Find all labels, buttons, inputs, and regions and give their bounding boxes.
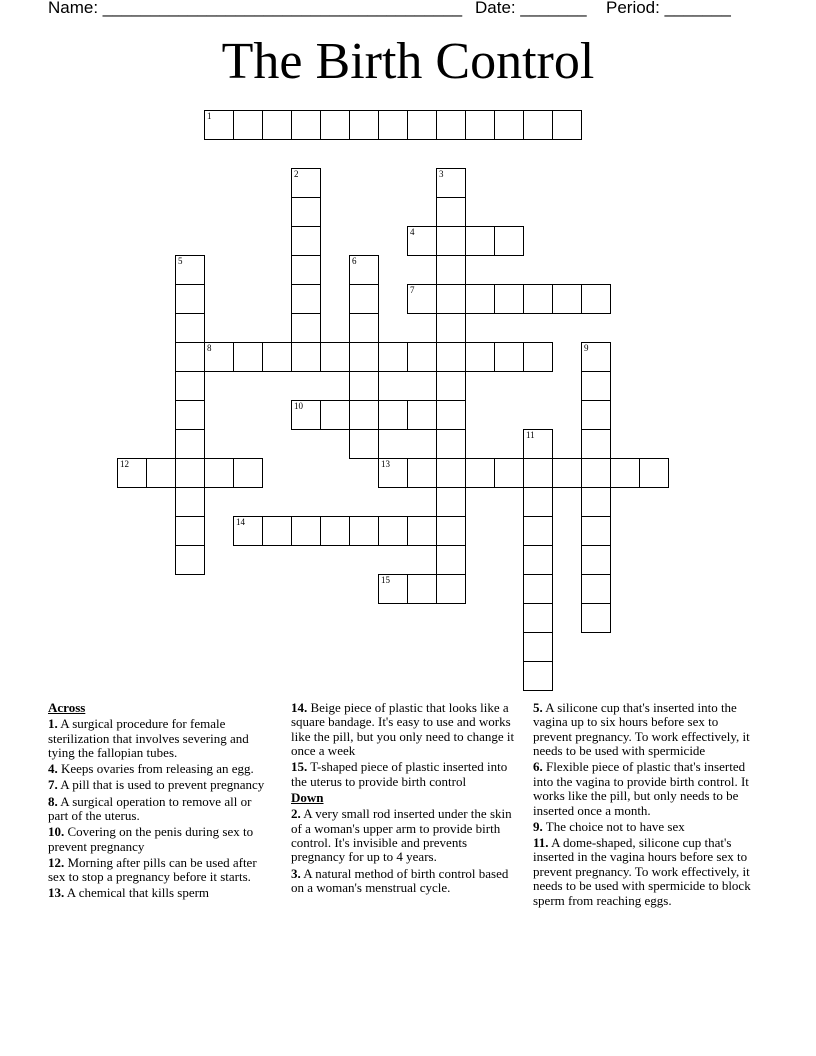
crossword-cell[interactable] — [494, 226, 524, 256]
crossword-cell[interactable] — [175, 545, 205, 575]
crossword-cell[interactable] — [407, 110, 437, 140]
crossword-cell[interactable] — [204, 458, 234, 488]
crossword-cell[interactable] — [320, 516, 350, 546]
clue-down-11: 11. A dome-shaped, silicone cup that's inserted in the vagina hours before sex to prevent pregnancy. To work effectively, it needs to be used with spermicide to block sperm from reaching eggs. — [533, 835, 751, 908]
crossword-cell[interactable] — [407, 226, 437, 256]
crossword-cell[interactable] — [436, 574, 466, 604]
crossword-cell[interactable] — [581, 429, 611, 459]
crossword-cell[interactable] — [291, 313, 321, 343]
crossword-cell[interactable] — [523, 458, 553, 488]
crossword-cell[interactable] — [523, 574, 553, 604]
crossword-cell[interactable] — [175, 400, 205, 430]
crossword-cell[interactable] — [204, 342, 234, 372]
crossword-cell[interactable] — [436, 255, 466, 285]
crossword-cell[interactable] — [407, 400, 437, 430]
crossword-cell[interactable] — [436, 458, 466, 488]
crossword-cell[interactable] — [291, 400, 321, 430]
crossword-cell[interactable] — [465, 110, 495, 140]
crossword-cell[interactable] — [378, 400, 408, 430]
clues-column-1 — [48, 701, 274, 903]
crossword-cell[interactable] — [233, 458, 263, 488]
clue-number: 7 — [410, 285, 415, 295]
clue-down-5: 5. A silicone cup that's inserted into the vagina up to six hours before sex to prevent pregnancy. To work effectively, it needs to be used with spermicide — [533, 700, 750, 759]
clue-number: 6 — [352, 256, 357, 266]
crossword-cell[interactable] — [291, 342, 321, 372]
crossword-cell[interactable] — [552, 458, 582, 488]
name-field-label: Name: ______________________________________ — [48, 0, 463, 17]
crossword-cell[interactable] — [291, 168, 321, 198]
crossword-cell[interactable] — [465, 342, 495, 372]
crossword-cell[interactable] — [175, 342, 205, 372]
crossword-cell[interactable] — [436, 516, 466, 546]
crossword-cell[interactable] — [349, 429, 379, 459]
clue-down-9: 9. The choice not to have sex — [533, 818, 685, 834]
crossword-cell[interactable] — [378, 516, 408, 546]
crossword-cell[interactable] — [581, 487, 611, 517]
crossword-cell[interactable] — [349, 342, 379, 372]
clue-number: 11 — [526, 430, 535, 440]
crossword-cell[interactable] — [349, 255, 379, 285]
clue-down-3: 3. A natural method of birth control based on a woman's menstrual cycle. — [291, 865, 509, 896]
crossword-cell[interactable] — [175, 371, 205, 401]
clue-across-15: 15. T-shaped piece of plastic inserted into the uterus to provide birth control — [291, 759, 508, 789]
clue-across-14: 14. Beige piece of plastic that looks like a square bandage. It's easy to use and works like the pill, but you only need to change it once a week — [291, 700, 515, 759]
crossword-cell[interactable] — [436, 168, 466, 198]
clue-number: 1 — [207, 111, 212, 121]
crossword-cell[interactable] — [175, 487, 205, 517]
clue-across-12: 12. Morning after pills can be used after sex to stop a pregnancy before it starts. — [48, 854, 257, 885]
crossword-cell[interactable] — [233, 516, 263, 546]
crossword-cell[interactable] — [523, 603, 553, 633]
crossword-cell[interactable] — [581, 516, 611, 546]
clue-across-1: 1. A surgical procedure for female sterilization that involves severing and tying the fallopian tubes. — [48, 716, 249, 761]
crossword-cell[interactable] — [320, 110, 350, 140]
crossword-cell[interactable] — [349, 313, 379, 343]
crossword-cell[interactable] — [436, 313, 466, 343]
crossword-cell[interactable] — [117, 458, 147, 488]
crossword-cell[interactable] — [523, 429, 553, 459]
crossword-cell[interactable] — [204, 110, 234, 140]
clue-down-2: 2. A very small rod inserted under the skin of a woman's upper arm to provide birth control. It's invisible and prevents pregnancy for up to 4 years. — [291, 806, 512, 865]
crossword-cell[interactable] — [610, 458, 640, 488]
clue-number: 2 — [294, 169, 299, 179]
crossword-cell[interactable] — [291, 197, 321, 227]
crossword-cell[interactable] — [581, 400, 611, 430]
crossword-cell[interactable] — [349, 400, 379, 430]
period-field-label: Period: _______ — [606, 0, 731, 17]
crossword-cell[interactable] — [407, 342, 437, 372]
crossword-cell[interactable] — [436, 371, 466, 401]
crossword-cell[interactable] — [465, 284, 495, 314]
crossword-cell[interactable] — [175, 313, 205, 343]
crossword-cell[interactable] — [436, 226, 466, 256]
crossword-cell[interactable] — [175, 429, 205, 459]
crossword-cell[interactable] — [523, 545, 553, 575]
crossword-cell[interactable] — [523, 661, 553, 691]
crossword-cell[interactable] — [436, 110, 466, 140]
clue-number: 5 — [178, 256, 183, 266]
crossword-cell[interactable] — [175, 458, 205, 488]
crossword-cell[interactable] — [291, 284, 321, 314]
clue-number: 10 — [294, 401, 303, 411]
crossword-cell[interactable] — [407, 516, 437, 546]
crossword-cell[interactable] — [523, 110, 553, 140]
crossword-cell[interactable] — [291, 516, 321, 546]
crossword-cell[interactable] — [436, 400, 466, 430]
crossword-cell[interactable] — [436, 429, 466, 459]
crossword-cell[interactable] — [378, 458, 408, 488]
clue-number: 9 — [584, 343, 589, 353]
across-heading: Across — [48, 700, 86, 715]
crossword-cell[interactable] — [262, 110, 292, 140]
crossword-cell[interactable] — [349, 371, 379, 401]
crossword-cell[interactable] — [291, 110, 321, 140]
clue-number: 12 — [120, 459, 129, 469]
crossword-cell[interactable] — [494, 342, 524, 372]
crossword-cell[interactable] — [146, 458, 176, 488]
crossword-cell[interactable] — [378, 574, 408, 604]
page-title: The Birth Control — [221, 33, 595, 90]
clue-number: 4 — [410, 227, 415, 237]
crossword-cell[interactable] — [349, 516, 379, 546]
clue-number: 8 — [207, 343, 212, 353]
crossword-cell[interactable] — [436, 487, 466, 517]
crossword-cell[interactable] — [523, 632, 553, 662]
crossword-cell[interactable] — [407, 458, 437, 488]
clue-number: 14 — [236, 517, 245, 527]
clue-down-6: 6. Flexible piece of plastic that's inserted into the vagina to provide birth control. It works like the pill, but only needs to be inserted once a month. — [533, 759, 749, 818]
crossword-cell[interactable] — [581, 458, 611, 488]
crossword-cell[interactable] — [175, 255, 205, 285]
crossword-cell[interactable] — [639, 458, 669, 488]
crossword-cell[interactable] — [523, 284, 553, 314]
crossword-cell[interactable] — [233, 110, 263, 140]
clue-number: 13 — [381, 459, 390, 469]
clues-column-2 — [291, 701, 517, 897]
crossword-cell[interactable] — [175, 284, 205, 314]
crossword-cell[interactable] — [262, 342, 292, 372]
crossword-cell[interactable] — [581, 284, 611, 314]
crossword-cell[interactable] — [523, 516, 553, 546]
crossword-cell[interactable] — [233, 342, 263, 372]
clue-across-8: 8. A surgical operation to remove all or part of the uterus. — [48, 793, 252, 824]
clue-across-10: 10. Covering on the penis during sex to prevent pregnancy — [48, 824, 254, 854]
crossword-cell[interactable] — [436, 545, 466, 575]
crossword-cell[interactable] — [465, 226, 495, 256]
crossword-cell[interactable] — [523, 487, 553, 517]
clues-column-3 — [533, 701, 759, 910]
crossword-cell[interactable] — [581, 574, 611, 604]
crossword-cell[interactable] — [465, 458, 495, 488]
crossword-cell[interactable] — [552, 110, 582, 140]
date-field-label: Date: _______ — [475, 0, 587, 17]
clue-across-13: 13. A chemical that kills sperm — [48, 885, 210, 901]
clue-number: 15 — [381, 575, 390, 585]
crossword-cell[interactable] — [320, 342, 350, 372]
crossword-cell[interactable] — [407, 284, 437, 314]
crossword-cell[interactable] — [494, 110, 524, 140]
crossword-cell[interactable] — [581, 371, 611, 401]
clue-across-4: 4. Keeps ovaries from releasing an egg. — [48, 761, 254, 777]
crossword-cell[interactable] — [407, 574, 437, 604]
crossword-cell[interactable] — [581, 603, 611, 633]
crossword-cell[interactable] — [175, 516, 205, 546]
crossword-cell[interactable] — [494, 458, 524, 488]
crossword-cell[interactable] — [436, 197, 466, 227]
crossword-cell[interactable] — [523, 342, 553, 372]
down-heading: Down — [291, 790, 324, 806]
crossword-cell[interactable] — [436, 342, 466, 372]
crossword-cell[interactable] — [349, 110, 379, 140]
crossword-cell[interactable] — [436, 284, 466, 314]
clue-across-7: 7. A pill that is used to prevent pregnancy — [48, 777, 265, 793]
crossword-cell[interactable] — [552, 284, 582, 314]
crossword-cell[interactable] — [291, 226, 321, 256]
crossword-cell[interactable] — [581, 545, 611, 575]
crossword-cell[interactable] — [378, 342, 408, 372]
crossword-cell[interactable] — [262, 516, 292, 546]
clue-number: 3 — [439, 169, 444, 179]
crossword-cell[interactable] — [494, 284, 524, 314]
crossword-cell[interactable] — [581, 342, 611, 372]
crossword-cell[interactable] — [320, 400, 350, 430]
crossword-cell[interactable] — [378, 110, 408, 140]
crossword-cell[interactable] — [291, 255, 321, 285]
crossword-cell[interactable] — [349, 284, 379, 314]
